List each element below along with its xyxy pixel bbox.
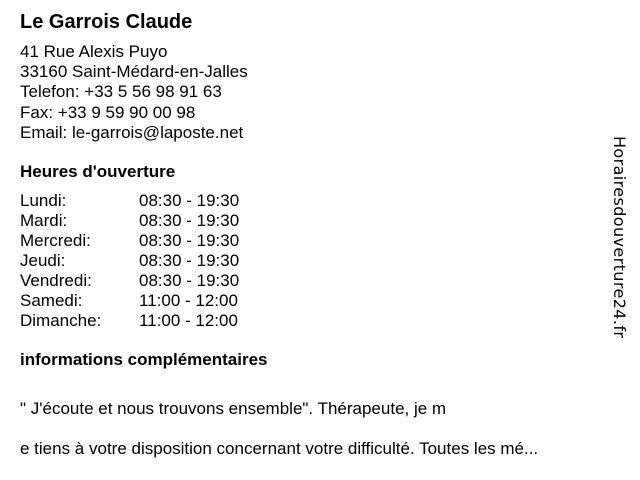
day-label: Samedi: <box>20 291 83 311</box>
email-address[interactable]: Email: le-garrois@laposte.net <box>20 122 244 142</box>
site-watermark: Horairesdouverture24.fr <box>610 136 629 339</box>
time-range: 08:30 - 19:30 <box>139 251 240 271</box>
time-range: 11:00 - 12:00 <box>139 291 238 311</box>
hours-row-monday <box>20 191 239 211</box>
opening-hours-table <box>20 191 239 331</box>
fax-number: Fax: +33 9 59 90 00 98 <box>20 102 196 122</box>
day-label: Mercredi: <box>20 231 91 251</box>
day-label: Jeudi: <box>20 251 66 271</box>
day-label: Lundi: <box>20 191 67 211</box>
additional-info-line: " J'écoute et nous trouvons ensemble". Thérapeute, je m <box>20 399 447 419</box>
hours-row-sunday <box>20 311 239 331</box>
day-label: Vendredi: <box>20 271 92 291</box>
hours-row-friday <box>20 271 239 291</box>
contact-block <box>20 42 620 143</box>
business-card <box>20 8 620 479</box>
hours-row-thursday <box>20 251 239 271</box>
day-label: Mardi: <box>20 211 68 231</box>
time-range: 11:00 - 12:00 <box>139 311 238 331</box>
business-name: Le Garrois Claude <box>20 11 193 33</box>
hours-row-tuesday <box>20 211 239 231</box>
time-range: 08:30 - 19:30 <box>139 211 240 231</box>
hours-row-wednesday <box>20 231 239 251</box>
time-range: 08:30 - 19:30 <box>139 231 240 251</box>
phone-number[interactable]: Telefon: +33 5 56 98 91 63 <box>20 82 222 102</box>
address-city: 33160 Saint-Médard-en-Jalles <box>20 62 248 82</box>
day-label: Dimanche: <box>20 311 102 331</box>
time-range: 08:30 - 19:30 <box>139 191 240 211</box>
additional-info-heading: informations complémentaires <box>20 350 268 370</box>
opening-hours-heading: Heures d'ouverture <box>20 162 176 182</box>
time-range: 08:30 - 19:30 <box>139 271 240 291</box>
hours-row-saturday <box>20 291 239 311</box>
additional-info-text <box>20 379 620 479</box>
additional-info-line: e tiens à votre disposition concernant votre difficulté. Toutes les mé... <box>20 439 539 459</box>
address-street: 41 Rue Alexis Puyo <box>20 42 168 61</box>
